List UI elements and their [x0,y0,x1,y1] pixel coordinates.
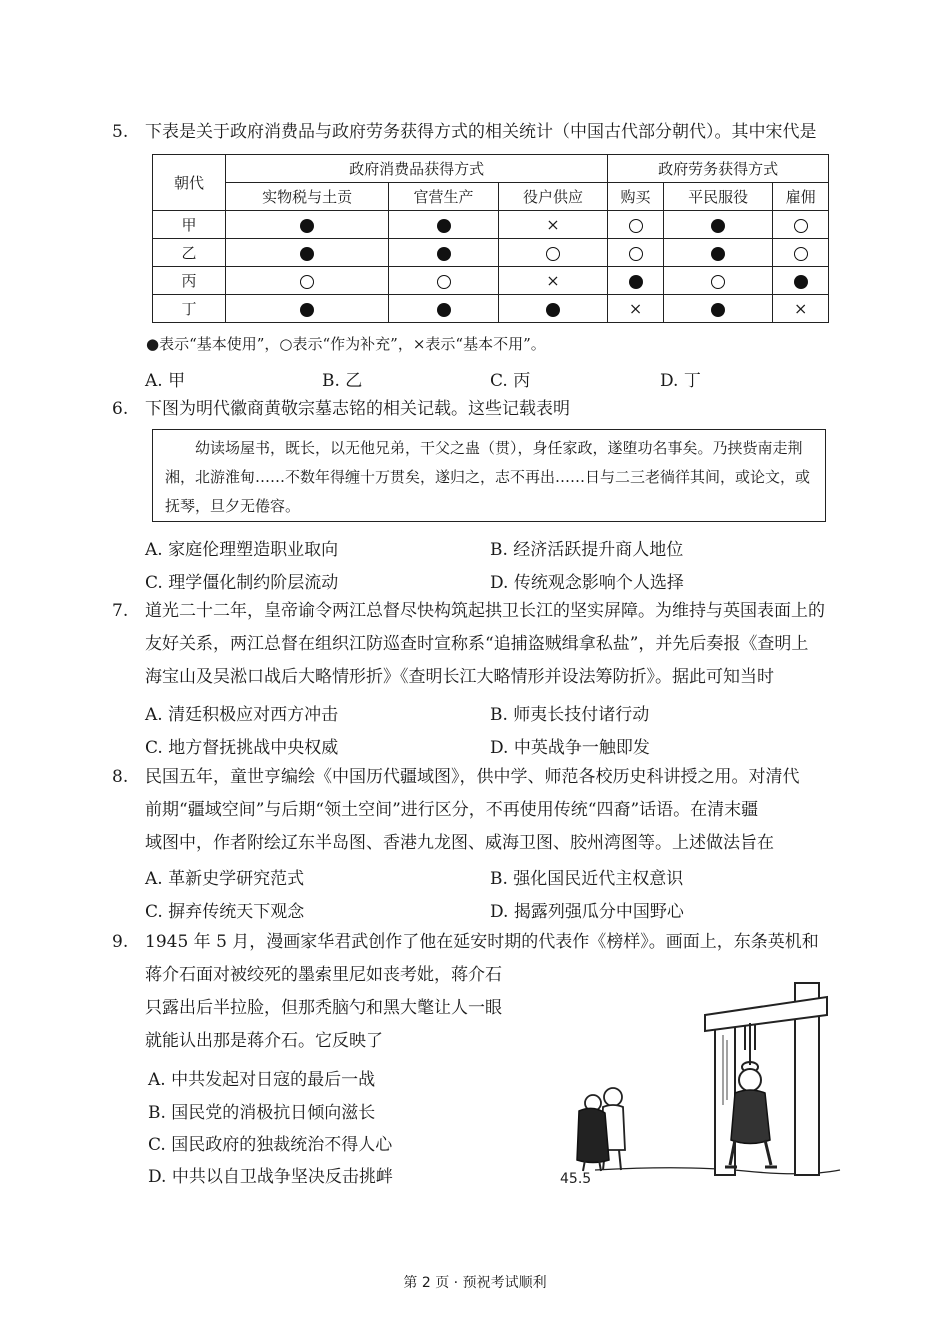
table-row-label: 乙 [153,239,226,267]
q9-option-d[interactable]: D. 中共以自卫战争坚决反击挑衅 [148,1167,393,1187]
table-cell-cross [498,211,607,239]
q7-line-1: 道光二十二年，皇帝谕令两江总督尽快构筑起拱卫长江的坚实屏障。为维持与英国表面上的 [145,601,825,621]
filled-dot-icon [437,219,451,233]
q5-option-c[interactable]: C. 丙 [490,371,531,391]
q8-line-3: 域图中，作者附绘辽东半岛图、香港九龙图、威海卫图、胶州湾图等。上述做法旨在 [145,833,774,853]
q9-line-3: 只露出后半拉脸，但那秃脑勺和黑大氅让人一眼 [145,998,502,1018]
q7-line-2: 友好关系，两江总督在组织江防巡查时宣称系“追捕盗贼缉拿私盐”，并先后奏报《查明上 [145,634,809,654]
q9-line-2: 蒋介石面对被绞死的墨索里尼如丧考妣，蒋介石 [145,965,502,985]
table-cell-cross [498,267,607,295]
cross-icon: × [628,299,643,318]
filled-dot-icon [794,275,808,289]
filled-dot-icon [711,303,725,317]
table-cell-dot [389,211,498,239]
cross-icon: × [793,299,808,318]
table-col-header: 平民服役 [663,183,772,211]
filled-dot-icon [437,247,451,261]
hollow-circle-icon [437,275,451,289]
table-row [153,211,829,239]
q6-quote-box: 幼读场屋书，既长，以无他兄弟，干父之蛊（贯），身任家政，遂堕功名事矣。乃挟赀南走荆湘，北游淮甸……不数年得缠十万贯矣，遂归之，志不再出……日与二三老徜徉其间，或论文，或抚琴，旦夕无倦容。 [152,429,826,522]
table-cell-dot [226,295,389,323]
cartoon-illustration [560,975,845,1190]
cross-icon: × [546,271,560,290]
table-cell-dot [663,211,772,239]
q9-number: 9. [112,932,129,952]
table-cell-dot [498,295,607,323]
q8-line-1: 民国五年，童世亨编绘《中国历代疆域图》，供中学、师范各校历史科讲授之用。对清代 [145,767,800,787]
q6-option-b[interactable]: B. 经济活跃提升商人地位 [490,540,684,560]
cross-icon: × [546,215,560,234]
table-row-label: 丙 [153,267,226,295]
q6-option-a[interactable]: A. 家庭伦理塑造职业取向 [145,540,339,560]
filled-dot-icon [437,303,451,317]
hollow-circle-icon [711,275,725,289]
q6-stem: 下图为明代徽商黄敬宗墓志铭的相关记载。这些记载表明 [145,399,570,419]
q7-number: 7. [112,601,129,621]
q6-option-c[interactable]: C. 理学僵化制约阶层流动 [145,573,339,593]
q5-stem: 下表是关于政府消费品与政府劳务获得方式的相关统计（中国古代部分朝代）。其中宋代是 [145,122,817,142]
table-cell-circle [498,239,607,267]
q9-option-c[interactable]: C. 国民政府的独裁统治不得人心 [148,1135,393,1155]
q8-option-c[interactable]: C. 摒弃传统天下观念 [145,902,305,922]
q5-option-a[interactable]: A. 甲 [145,371,186,391]
q8-line-2: 前期“疆域空间”与后期“领土空间”进行区分，不再使用传统“四裔”话语。在清末疆 [145,800,759,820]
filled-dot-icon [546,303,560,317]
q5-table [152,154,829,323]
q5-legend: ●表示“基本使用”，○表示“作为补充”，×表示“基本不用”。 [146,335,546,353]
hollow-circle-icon [629,247,643,261]
hollow-circle-icon [300,275,314,289]
q6-number: 6. [112,399,129,419]
table-col-header: 购买 [608,183,664,211]
table-cell-dot [663,239,772,267]
table-cell-cross [608,295,664,323]
table-row [153,239,829,267]
hollow-circle-icon [794,247,808,261]
q7-option-d[interactable]: D. 中英战争一触即发 [490,738,650,758]
q7-line-3: 海宝山及吴淞口战后大略情形折》《查明长江大略情形并设法筹防折》。据此可知当时 [145,667,774,687]
q9-option-b[interactable]: B. 国民党的消极抗日倾向滋长 [148,1103,376,1123]
table-cell-dot [663,295,772,323]
q7-option-a[interactable]: A. 清廷积极应对西方冲击 [145,705,339,725]
table-cell-dot [389,295,498,323]
table-row-label: 丁 [153,295,226,323]
table-cell-dot [226,211,389,239]
table-cell-circle [608,211,664,239]
table-cell-circle [773,211,829,239]
table-cell-circle [608,239,664,267]
table-col-header: 役户供应 [498,183,607,211]
filled-dot-icon [711,219,725,233]
filled-dot-icon [300,219,314,233]
filled-dot-icon [300,303,314,317]
q8-number: 8. [112,767,129,787]
q9-line-4: 就能认出那是蒋介石。它反映了 [145,1031,383,1051]
q8-option-d[interactable]: D. 揭露列强瓜分中国野心 [490,902,684,922]
hollow-circle-icon [546,247,560,261]
q6-option-d[interactable]: D. 传统观念影响个人选择 [490,573,684,593]
table-cell-dot [608,267,664,295]
page-footer: 第 2 页 · 预祝考试顺利 [403,1275,547,1291]
q5-option-d[interactable]: D. 丁 [660,371,701,391]
table-corner: 朝代 [153,155,226,211]
table-row [153,295,829,323]
table-cell-dot [226,239,389,267]
hollow-circle-icon [629,219,643,233]
q5-option-b[interactable]: B. 乙 [322,371,363,391]
table-col-header: 官营生产 [389,183,498,211]
table-row-label: 甲 [153,211,226,239]
cartoon-date: 45.5 [560,1171,592,1187]
table-cell-cross [773,295,829,323]
table-cell-dot [389,239,498,267]
hollow-circle-icon [794,219,808,233]
table-col-header: 实物税与土贡 [226,183,389,211]
filled-dot-icon [629,275,643,289]
table-cell-circle [389,267,498,295]
filled-dot-icon [711,247,725,261]
q7-option-b[interactable]: B. 师夷长技付诸行动 [490,705,650,725]
q9-option-a[interactable]: A. 中共发起对日寇的最后一战 [148,1070,376,1090]
q8-option-b[interactable]: B. 强化国民近代主权意识 [490,869,684,889]
table-group-1: 政府消费品获得方式 [226,155,608,183]
table-cell-circle [226,267,389,295]
table-cell-dot [773,267,829,295]
table-col-header: 雇佣 [773,183,829,211]
table-cell-circle [663,267,772,295]
table-row [153,267,829,295]
q9-line-1: 1945 年 5 月，漫画家华君武创作了他在延安时期的代表作《榜样》。画面上，东条英机和 [145,932,819,952]
q8-option-a[interactable]: A. 革新史学研究范式 [145,869,305,889]
q7-option-c[interactable]: C. 地方督抚挑战中央权威 [145,738,339,758]
filled-dot-icon [300,247,314,261]
table-cell-circle [773,239,829,267]
table-group-2: 政府劳务获得方式 [608,155,829,183]
q5-number: 5. [112,122,129,142]
